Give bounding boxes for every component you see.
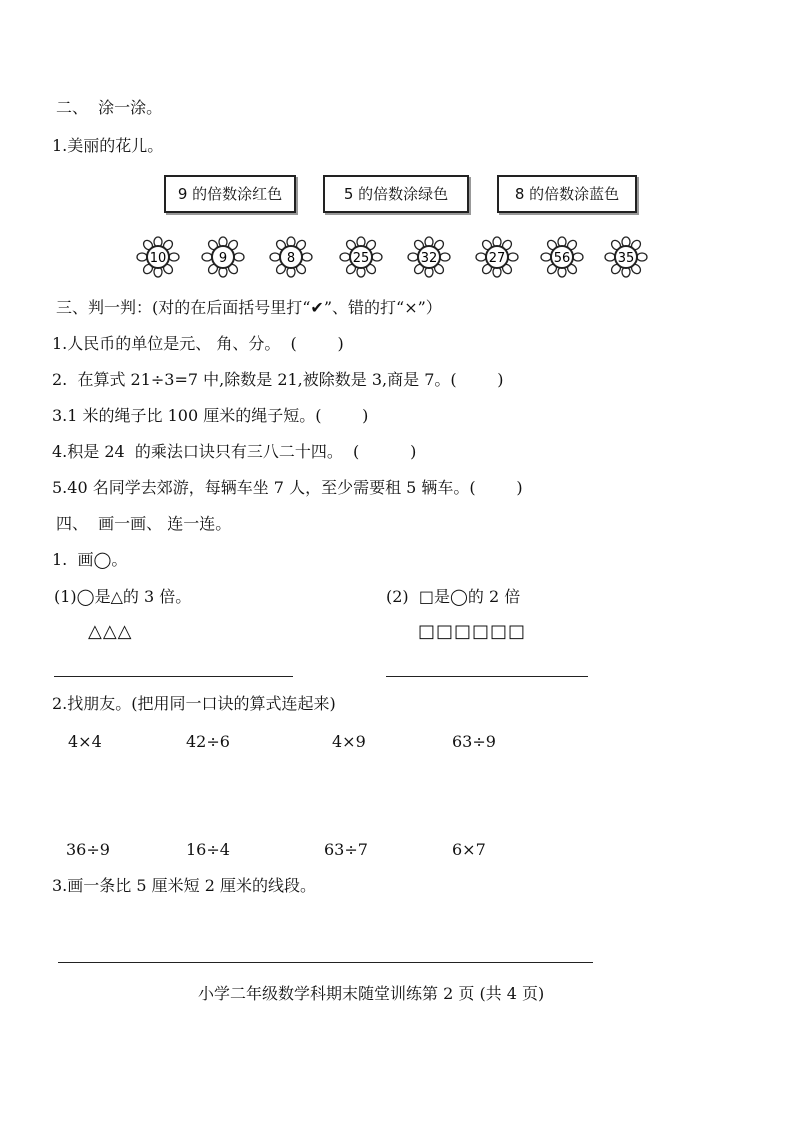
draw-part-2-prompt: (2) □是◯的 2 倍 [386, 587, 521, 606]
question-draw-segment: 3.画一条比 5 厘米短 2 厘米的线段。 [52, 876, 316, 895]
true-false-item-2[interactable]: 2. 在算式 21÷3=7 中,除数是 21,被除数是 3,商是 7。( ) [52, 370, 504, 389]
section-heading-true-false: 三、判一判：(对的在后面括号里打“✔”、错的打“×”） [56, 298, 442, 317]
true-false-item-3[interactable]: 3.1 米的绳子比 100 厘米的绳子短。( ) [52, 406, 369, 425]
flower-number: 9 [218, 251, 228, 266]
draw-part-1-prompt: (1)◯是△的 3 倍。 [54, 587, 192, 606]
expression-item[interactable]: 6×7 [452, 840, 486, 859]
question-draw-circles: 1. 画◯。 [52, 550, 128, 569]
flower-number: 10 [149, 251, 167, 266]
flower-icon[interactable] [472, 236, 522, 278]
expression-item[interactable]: 16÷4 [186, 840, 230, 859]
footer-divider [58, 962, 593, 963]
page-footer: 小学二年级数学科期末随堂训练第 2 页 (共 4 页) [198, 984, 545, 1003]
section-heading-coloring: 二、 涂一涂。 [56, 98, 163, 117]
rule-box-multiples-of-8: 8 的倍数涂蓝色 [497, 175, 637, 213]
true-false-item-5[interactable]: 5.40 名同学去郊游，每辆车坐 7 人，至少需要租 5 辆车。( ) [52, 478, 523, 497]
flower-number: 25 [352, 251, 370, 266]
flower-number: 8 [286, 251, 296, 266]
triangles-shapes: △△△ [88, 621, 133, 642]
flower-icon[interactable] [198, 236, 248, 278]
flower-icon[interactable] [404, 236, 454, 278]
flower-number: 27 [488, 251, 506, 266]
rule-box-multiples-of-9: 9 的倍数涂红色 [164, 175, 296, 213]
rule-box-multiples-of-5: 5 的倍数涂绿色 [323, 175, 469, 213]
expression-item[interactable]: 63÷7 [324, 840, 368, 859]
question-beautiful-flowers: 1.美丽的花儿。 [52, 136, 164, 155]
squares-shapes: □□□□□□ [418, 621, 527, 642]
flower-number: 56 [553, 251, 571, 266]
expression-item[interactable]: 42÷6 [186, 732, 230, 751]
flower-icon[interactable] [336, 236, 386, 278]
flower-number: 35 [617, 251, 635, 266]
expression-item[interactable]: 4×4 [68, 732, 102, 751]
flower-icon[interactable] [601, 236, 651, 278]
expression-item[interactable]: 36÷9 [66, 840, 110, 859]
answer-line-1[interactable] [54, 676, 293, 677]
flower-number: 32 [420, 251, 438, 266]
expression-item[interactable]: 4×9 [332, 732, 366, 751]
flower-icon[interactable] [537, 236, 587, 278]
flower-icon[interactable] [133, 236, 183, 278]
answer-line-2[interactable] [386, 676, 588, 677]
expression-item[interactable]: 63÷9 [452, 732, 496, 751]
true-false-item-4[interactable]: 4.积是 24 的乘法口诀只有三八二十四。 ( ) [52, 442, 417, 461]
flower-icon[interactable] [266, 236, 316, 278]
question-find-friends: 2.找朋友。(把用同一口诀的算式连起来) [52, 694, 336, 713]
section-heading-draw-connect: 四、 画一画、 连一连。 [56, 514, 232, 533]
true-false-item-1[interactable]: 1.人民币的单位是元、 角、分。 ( ) [52, 334, 344, 353]
